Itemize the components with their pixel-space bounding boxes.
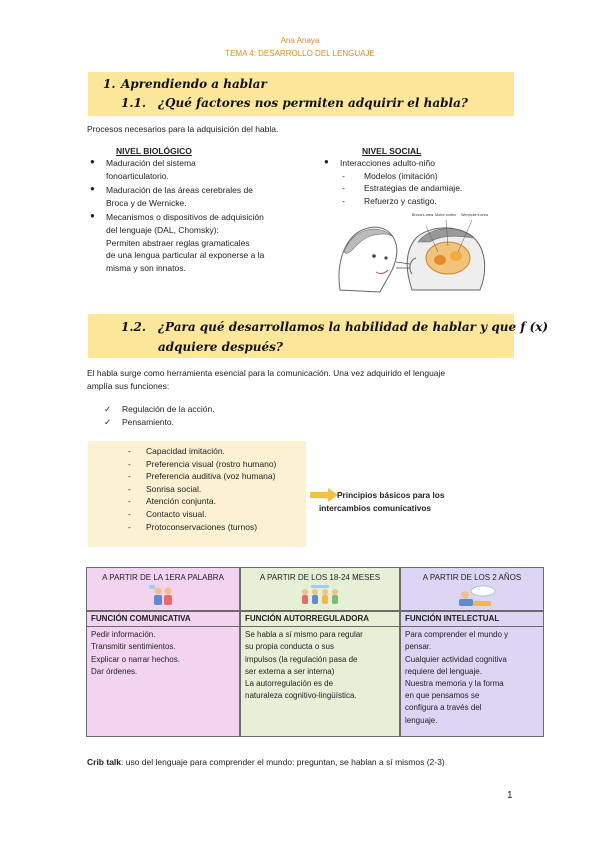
section12-title-line1: ¿Para qué desarrollamos la habilidad de hablar y que f (x) xyxy=(158,320,549,334)
bullet-icon: ● xyxy=(324,157,329,166)
stage-cell: A PARTIR DE LOS 2 AÑOS xyxy=(400,567,544,611)
stage-cell: A PARTIR DE LOS 18-24 MESES xyxy=(240,567,400,611)
list-item: - Capacidad imitación. xyxy=(128,446,225,456)
function-cell: FUNCIÓN COMUNICATIVA Pedir información. Transmitir sentimientos. Explicar o narrar hechos. Dar órdenes. xyxy=(86,611,240,737)
section1-number: 1. xyxy=(103,77,116,91)
bullet-icon: ● xyxy=(90,211,95,221)
list-item: - Atención conjunta. xyxy=(128,496,216,507)
arrow-label-line1: Principios básicos para los xyxy=(337,490,445,500)
check-item: ✓ Regulación de la acción. xyxy=(104,404,215,414)
principles-list xyxy=(128,445,308,533)
social-heading: NIVEL SOCIAL xyxy=(362,146,422,156)
section12-number: 1.2. xyxy=(121,320,147,334)
section11-number: 1.1. xyxy=(121,96,147,110)
brain-label-motor: Motor cortex xyxy=(435,213,457,217)
check-item: ✓ Pensamiento. xyxy=(104,417,174,427)
child-thinking-icon xyxy=(453,585,497,607)
crib-talk-note xyxy=(87,756,445,769)
list-item: - Preferencia visual (rostro humano) xyxy=(128,458,277,469)
brain-label-broca: Broca's area xyxy=(412,213,434,217)
list-item: ● Interacciones adulto-niño xyxy=(324,157,435,168)
section1-title: Aprendiendo a hablar xyxy=(121,77,267,91)
section12-title-line2: adquiere después? xyxy=(158,340,283,354)
topic-title: TEMA 4: DESARROLLO DEL LENGUAJE xyxy=(225,49,375,58)
function-cell: FUNCIÓN AUTORREGULADORA Se habla a sí mismo para regular su propia conducta o sus impulsos (la regulación pasa de ser externa a ser interna) La autorregulación es de naturaleza cognitivo-lingüística. xyxy=(240,611,400,737)
list-item: ● Maduración de las áreas cerebrales de Broca y de Wernicke. xyxy=(90,184,253,208)
toddlers-group-icon xyxy=(299,585,343,607)
function-cell: FUNCIÓN INTELECTUAL Para comprender el mundo y pensar. Cualquier actividad cognitiva requiere del lenguaje. Nuestra memoria y la forma en que pensamos se configura a través del lenguaje. xyxy=(400,611,544,737)
section12-intro-line2: amplía sus funciones: xyxy=(87,381,170,391)
section1-intro: Procesos necesarios para la adquisición del habla. xyxy=(87,124,279,134)
biologico-heading: NIVEL BIOLÓGICO xyxy=(116,146,192,156)
crib-talk-text: : uso del lenguaje para comprender el mundo: preguntan, se hablan a sí mismos (2-3) xyxy=(121,757,445,767)
brain-label-wernicke: Wernicke's area xyxy=(461,213,489,217)
list-item: - Contacto visual. xyxy=(128,508,207,519)
list-item: - Modelos (imitación) xyxy=(342,170,438,181)
right-arrow-icon xyxy=(310,488,338,502)
section11-title: ¿Qué factores nos permiten adquirir el habla? xyxy=(158,96,468,110)
list-item: - Refuerzo y castigo. xyxy=(342,195,437,206)
check-icon: ✓ xyxy=(104,404,112,414)
biologico-list xyxy=(88,157,303,274)
arrow-label-line2: intercambios comunicativos xyxy=(319,503,432,513)
page-number: 1 xyxy=(507,790,513,801)
list-item: ● Mecanismos o dispositivos de adquisición del lenguaje (DAL, Chomsky): Permiten abstraer reglas gramaticales de una lengua particular al exponerse a la misma y son innatos. xyxy=(90,211,265,273)
list-item: - Estrategias de andamiaje. xyxy=(342,183,463,194)
list-item: - Sonrisa social. xyxy=(128,483,202,494)
list-item: ● Maduración del sistema fonoarticulatorio. xyxy=(90,157,196,181)
section12-intro-line1: El habla surge como herramienta esencial para la comunicación. Una vez adquirido el lenguaje xyxy=(87,368,446,378)
children-talking-icon xyxy=(149,585,177,607)
social-list xyxy=(322,157,522,207)
bullet-icon: ● xyxy=(90,184,95,194)
mother-child-brain-illustration xyxy=(334,212,490,296)
list-item: - Preferencia auditiva (voz humana) xyxy=(128,471,276,482)
stage-cell: A PARTIR DE LA 1ERA PALABRA xyxy=(86,567,240,611)
author-name: Ana Anaya xyxy=(280,36,320,45)
check-icon: ✓ xyxy=(104,417,112,427)
bullet-icon: ● xyxy=(90,157,95,166)
functions-table xyxy=(86,567,544,737)
list-item: - Protoconservaciones (turnos) xyxy=(128,521,258,532)
crib-talk-label: Crib talk xyxy=(87,757,122,767)
